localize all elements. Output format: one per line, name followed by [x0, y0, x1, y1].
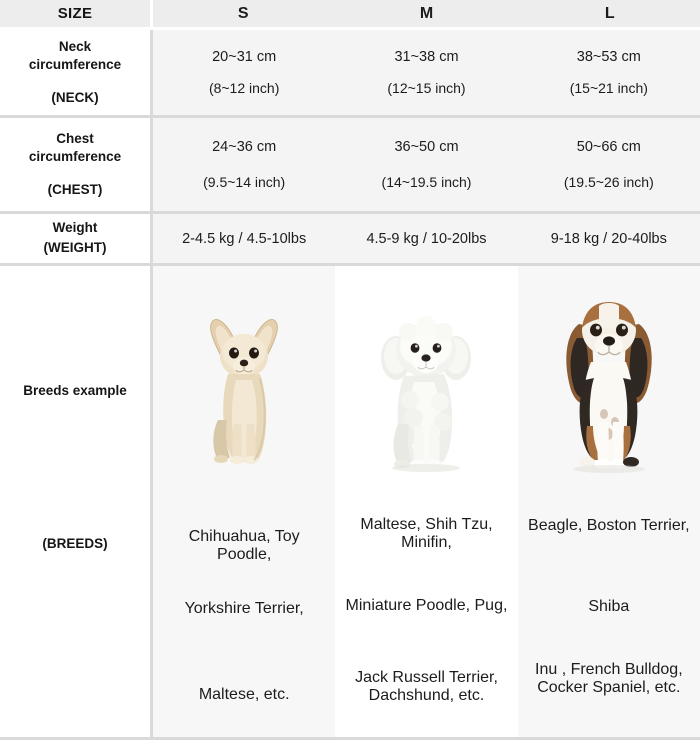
table-row-weight	[0, 214, 700, 266]
weight-value-m-text: 4.5-9 kg / 10-20lbs	[366, 230, 487, 247]
breeds-m-line-2: Miniature Poodle, Pug,	[345, 597, 508, 614]
row-label-weight-main: Weight	[52, 220, 98, 236]
chihuahua-photo	[190, 308, 298, 476]
neck-value-s-cm: 20~31 cm	[212, 49, 277, 66]
neck-value-m	[335, 30, 517, 115]
chest-value-m-cm: 36~50 cm	[394, 139, 459, 156]
breeds-l-line-1: Beagle, Boston Terrier,	[528, 517, 690, 534]
table-footer-strip	[0, 740, 700, 753]
row-label-weight	[0, 214, 153, 263]
header-size-label: SIZE	[57, 4, 93, 22]
row-label-breeds-paren: (BREEDS)	[42, 536, 108, 551]
chest-value-l-inch: (19.5~26 inch)	[563, 173, 654, 190]
breeds-s-line-2: Yorkshire Terrier,	[184, 600, 304, 617]
row-label-chest-main: Chest	[56, 130, 94, 146]
row-label-breeds	[0, 266, 153, 737]
breeds-l-line-3: Inu , French Bulldog, Cocker Spaniel, etc.	[535, 661, 683, 696]
maltese-photo-wrap	[335, 266, 517, 476]
chest-value-s	[153, 118, 335, 211]
row-label-breeds-main: Breeds example	[23, 383, 127, 398]
beagle-photo	[551, 294, 667, 476]
row-label-chest-paren: (CHEST)	[47, 181, 103, 197]
row-label-neck-paren: (NECK)	[51, 89, 99, 105]
weight-value-l	[518, 214, 700, 263]
chest-value-l	[518, 118, 700, 211]
table-row-chest	[0, 118, 700, 214]
breeds-s-line-1: Chihuahua, Toy Poodle,	[188, 528, 300, 563]
row-label-weight-paren: (WEIGHT)	[43, 240, 107, 256]
row-label-chest	[0, 118, 153, 211]
breeds-column-s	[153, 266, 335, 737]
breeds-column-m	[335, 266, 517, 737]
breeds-s-line-3: Maltese, etc.	[198, 686, 290, 703]
neck-value-s-inch: (8~12 inch)	[208, 79, 280, 96]
chest-value-s-inch: (9.5~14 inch)	[203, 173, 286, 190]
weight-value-l-text: 9-18 kg / 20-40lbs	[550, 230, 667, 247]
header-column-s-label: S	[237, 4, 249, 22]
chest-value-s-cm: 24~36 cm	[212, 139, 277, 156]
header-size-cell	[0, 0, 153, 27]
chest-value-l-cm: 50~66 cm	[576, 139, 641, 156]
header-column-m	[336, 0, 519, 27]
breeds-column-l	[518, 266, 700, 737]
weight-value-m	[335, 214, 517, 263]
maltese-photo	[370, 306, 482, 476]
neck-value-m-inch: (12~15 inch)	[387, 79, 466, 96]
neck-value-l-cm: 38~53 cm	[576, 49, 641, 66]
neck-value-l	[518, 30, 700, 115]
header-column-l-label: L	[604, 4, 615, 22]
table-row-breeds	[0, 266, 700, 740]
weight-value-s	[153, 214, 335, 263]
chest-value-m-inch: (14~19.5 inch)	[381, 173, 472, 190]
header-column-m-label: M	[419, 4, 434, 22]
table-row-neck	[0, 30, 700, 118]
header-column-l	[520, 0, 700, 27]
chest-value-m	[335, 118, 517, 211]
header-column-s	[153, 0, 336, 27]
neck-value-l-inch: (15~21 inch)	[569, 79, 648, 96]
chihuahua-photo-wrap	[153, 266, 335, 476]
beagle-photo-wrap	[518, 266, 700, 476]
row-label-chest-main2: circumference	[28, 148, 122, 164]
table-header-row	[0, 0, 700, 30]
row-label-neck-main: Neck	[58, 38, 92, 54]
breeds-m-line-1: Maltese, Shih Tzu, Minifin,	[360, 516, 493, 551]
breeds-l-line-2: Shiba	[588, 598, 630, 615]
row-label-neck	[0, 30, 153, 115]
neck-value-s	[153, 30, 335, 115]
row-label-neck-main2: circumference	[28, 56, 122, 72]
weight-value-s-text: 2-4.5 kg / 4.5-10lbs	[182, 230, 307, 247]
breeds-m-line-3: Jack Russell Terrier, Dachshund, etc.	[355, 669, 498, 704]
neck-value-m-cm: 31~38 cm	[394, 49, 459, 66]
